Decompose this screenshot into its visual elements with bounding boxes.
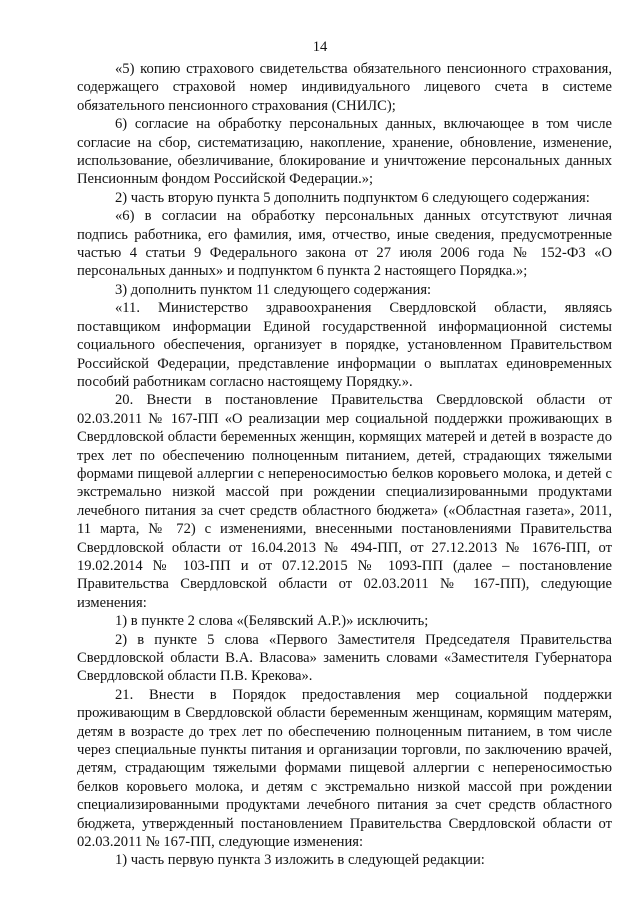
- paragraph-amendment-3: 3) дополнить пунктом 11 следующего содержания:: [115, 281, 432, 298]
- paragraph-section-20-change-1: 1) в пункте 2 слова «(Белявский А.Р.)» исключить;: [115, 613, 429, 630]
- document-body: [77, 60, 612, 870]
- paragraph-section-21-change-1: 1) часть первую пункта 3 изложить в следующей редакции:: [115, 852, 485, 869]
- page-number: 14: [312, 39, 328, 55]
- paragraph-section-21: 21. Внести в Порядок предоставления мер социальной поддержки проживающим в Свердловской области беременным женщинам, кормящим матерям, детям в возрасте до трех лет по обеспечению полноценным питанием, в том числе через специальные пункты питания и организации торговли, по заключению врачей, детям, страдающим тяжелыми формами пищевой аллергии с непереносимостью белков коровьего молока, и детям с экстремально низкой массой при рождении специализированными продуктами лечебного питания за счет средств областного бюджета, утвержденный постановлением Правительства Свердловской области от 02.03.2011 № 167-ПП, следующие изменения:: [77, 686, 612, 851]
- paragraph-section-20: 20. Внести в постановление Правительства Свердловской области от 02.03.2011 № 167-ПП «О реализации мер социальной поддержки проживающих в Свердловской области беременных женщин, кормящих матерей и детей в возрасте до трех лет по обеспечению полноценным питанием, детей, страдающих тяжелыми формами пищевой аллергии с непереносимостью белков коровьего молока, и детей с экстремально низкой массой при рождении специализированными продуктами лечебного питания за счет средств областного бюджета» («Областная газета», 2011, 11 марта, № 72) с изменениями, внесенными постановлениями Правительства Свердловской области от 16.04.2013 № 494-ПП, от 27.12.2013 № 1676-ПП, от 19.02.2014 № 103-ПП и от 07.12.2015 № 1093-ПП (далее – постановление Правительства Свердловской области от 02.03.2011 № 167-ПП), следующие изменения:: [77, 392, 612, 611]
- paragraph-section-20-change-2: 2) в пункте 5 слова «Первого Заместителя Председателя Правительства Свердловской области В.А. Власова» заменить словами «Заместителя Губернатора Свердловской области П.В. Крекова».: [77, 631, 612, 685]
- paragraph-new-subitem-6: «6) в согласии на обработку персональных данных отсутствуют личная подпись работника, его фамилия, имя, отчество, иные сведения, предусмотренные частью 4 статьи 9 Федерального закона от 27 июля 2006 года № 152-ФЗ «О персональных данных» и подпунктом 6 пункта 2 настоящего Порядка.»;: [77, 208, 612, 280]
- paragraph-amendment-2: 2) часть вторую пункта 5 дополнить подпунктом 6 следующего содержания:: [115, 189, 590, 206]
- paragraph-item-6-consent: 6) согласие на обработку персональных данных, включающее в том числе согласие на сбор, систематизацию, накопление, хранение, обновление, изменение, использование, обезличивание, блокирование и уничтожение персональных данных Пенсионным фондом Российской Федерации.»;: [77, 116, 612, 188]
- paragraph-new-item-11: «11. Министерство здравоохранения Свердловской области, являясь поставщиком информации Единой государственной информационной системы социального обеспечения, организует в порядке, установленном Правительством Российской Федерации, представление информации о выплатах единовременных пособий работникам согласно настоящему Порядку.».: [77, 300, 612, 390]
- paragraph-item-5-snils: «5) копию страхового свидетельства обязательного пенсионного страхования, содержащего страховой номер индивидуального лицевого счета в системе обязательного пенсионного страхования (СНИЛС);: [77, 61, 612, 114]
